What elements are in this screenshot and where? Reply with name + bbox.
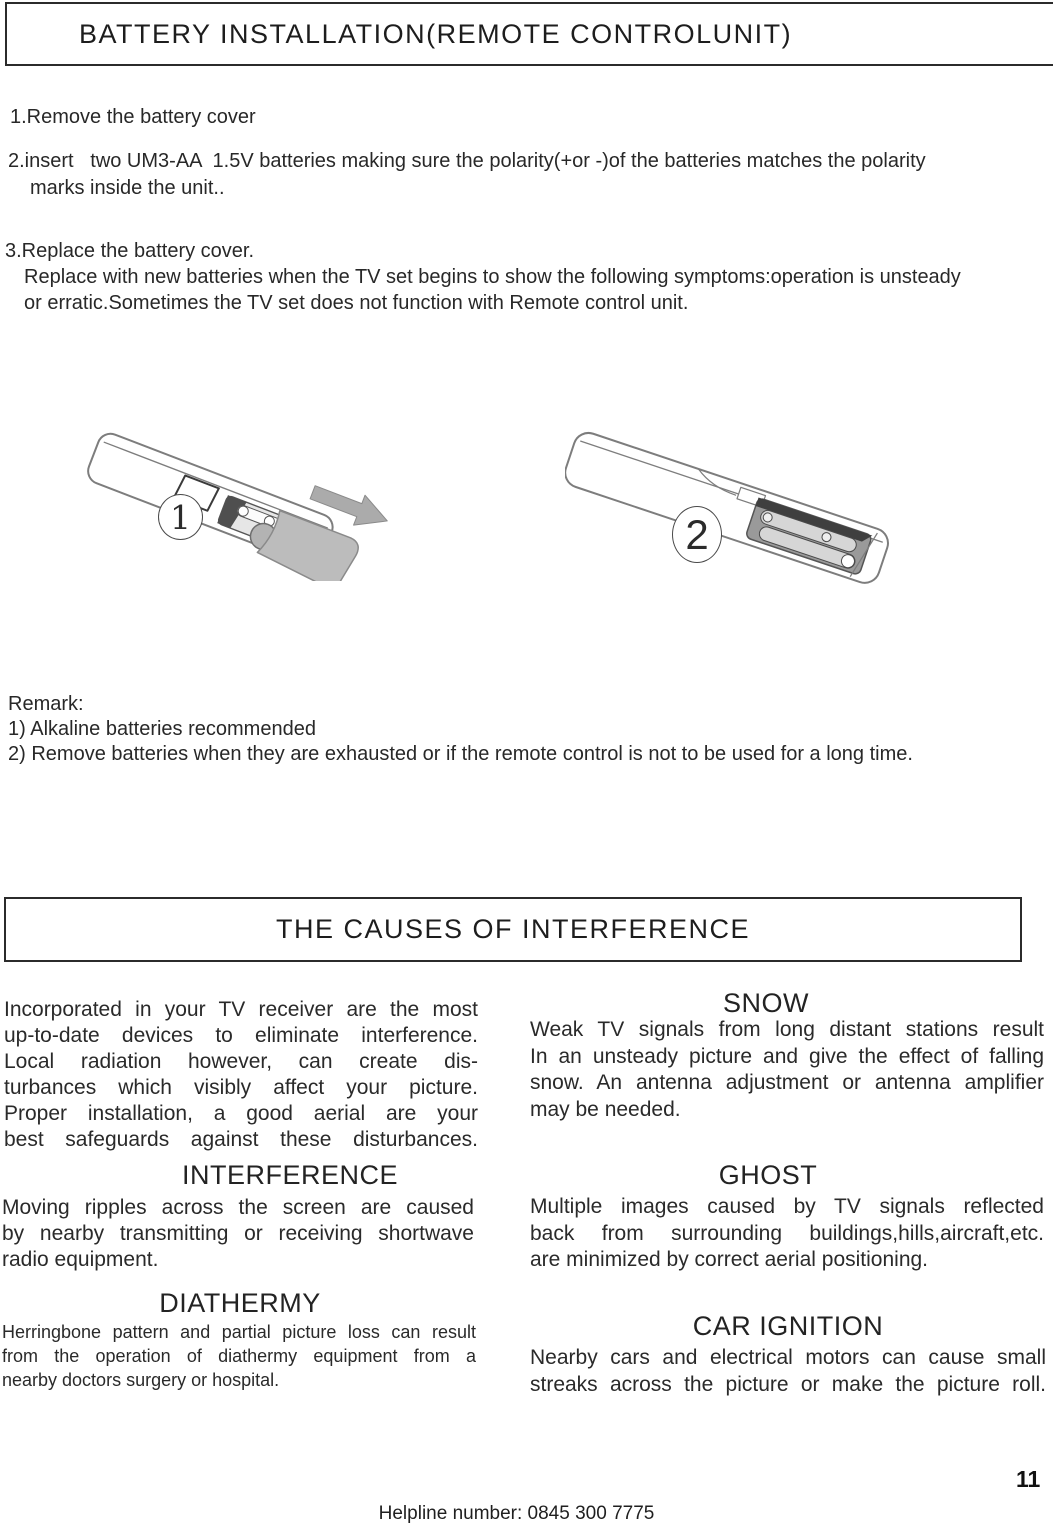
text-line: Incorporated in your TV receiver are the most	[4, 998, 478, 1021]
text-line: In an unsteady picture and give the effect of falling	[530, 1044, 1044, 1068]
figure-1-number-badge	[158, 494, 203, 540]
text-line: back from surrounding buildings,hills,aircraft,etc.	[530, 1221, 1044, 1245]
text-line: turbances which visibly affect your picture.	[4, 1076, 478, 1099]
text-line: by nearby transmitting or receiving shortwave	[2, 1222, 474, 1245]
car-ignition-heading: CAR IGNITION	[692, 1311, 884, 1341]
text-line: are minimized by correct aerial positioning.	[530, 1248, 929, 1271]
figure-2-number-badge	[672, 506, 722, 563]
interference-title: THE CAUSES OF INTERFERENCE	[275, 914, 751, 944]
text-line: Moving ripples across the screen are caused	[2, 1196, 474, 1219]
text-line: streaks across the picture or make the picture roll.	[530, 1373, 1046, 1396]
text-line: Local radiation however, can create dis-	[4, 1050, 478, 1073]
helpline-number: Helpline number: 0845 300 7775	[378, 1503, 655, 1524]
text-line: best safeguards against these disturbances.	[4, 1128, 478, 1151]
remote-battery-cover-removal-illustration	[85, 396, 425, 581]
snow-heading: SNOW	[723, 988, 809, 1018]
text-line: may be needed.	[530, 1097, 681, 1121]
snow-paragraph	[530, 1017, 1044, 1123]
figure-2-number: 2	[685, 510, 709, 558]
text-line: snow. An antenna adjustment or antenna amplifier	[530, 1071, 1044, 1094]
interference-heading: INTERFERENCE	[181, 1160, 399, 1190]
interference-paragraph	[2, 1195, 474, 1273]
interference-title-box	[4, 897, 1022, 962]
step-2-text-line-1: 2.insert two UM3-AA 1.5V batteries making sure the polarity(+or -)of the batteries matches the polarity	[8, 150, 926, 172]
remote-batteries-inserted-illustration	[565, 393, 995, 588]
battery-installation-title: BATTERY INSTALLATION(REMOTE CONTROLUNIT)	[79, 18, 793, 49]
text-line: Weak TV signals from long distant stations result	[530, 1018, 1044, 1041]
step-3-text-line-3: or erratic.Sometimes the TV set does not function with Remote control unit.	[24, 292, 689, 314]
interference-intro-paragraph	[4, 997, 478, 1153]
text-line: Nearby cars and electrical motors can cause small	[530, 1346, 1046, 1369]
text-line: radio equipment.	[2, 1248, 159, 1271]
remark-line-1: 1) Alkaline batteries recommended	[8, 718, 316, 740]
battery-installation-title-box	[5, 2, 1053, 66]
text-line: from the operation of diathermy equipment from a	[2, 1346, 476, 1366]
ghost-paragraph	[530, 1194, 1044, 1274]
remark-title: Remark:	[8, 693, 84, 715]
page-number: 11	[1016, 1466, 1041, 1492]
step-2-text-line-2: marks inside the unit..	[30, 177, 225, 199]
text-line: Multiple images caused by TV signals reflected	[530, 1195, 1044, 1218]
diathermy-paragraph	[2, 1320, 476, 1392]
text-line: Herringbone pattern and partial picture loss can result	[2, 1322, 476, 1342]
figure-1-number: 1	[170, 497, 191, 537]
remark-line-2: 2) Remove batteries when they are exhausted or if the remote control is not to be used for a long time.	[8, 743, 913, 765]
diathermy-heading: DIATHERMY	[159, 1288, 321, 1318]
step-3-text-line-1: 3.Replace the battery cover.	[5, 240, 255, 262]
car-ignition-paragraph	[530, 1344, 1046, 1398]
step-1-text: 1.Remove the battery cover	[10, 106, 256, 128]
text-line: Proper installation, a good aerial are your	[4, 1102, 478, 1125]
text-line: up-to-date devices to eliminate interference.	[4, 1024, 478, 1047]
step-3-text-line-2: Replace with new batteries when the TV set begins to show the following symptoms:operation is unsteady	[24, 266, 961, 288]
ghost-heading: GHOST	[718, 1160, 818, 1190]
text-line: nearby doctors surgery or hospital.	[2, 1370, 280, 1390]
